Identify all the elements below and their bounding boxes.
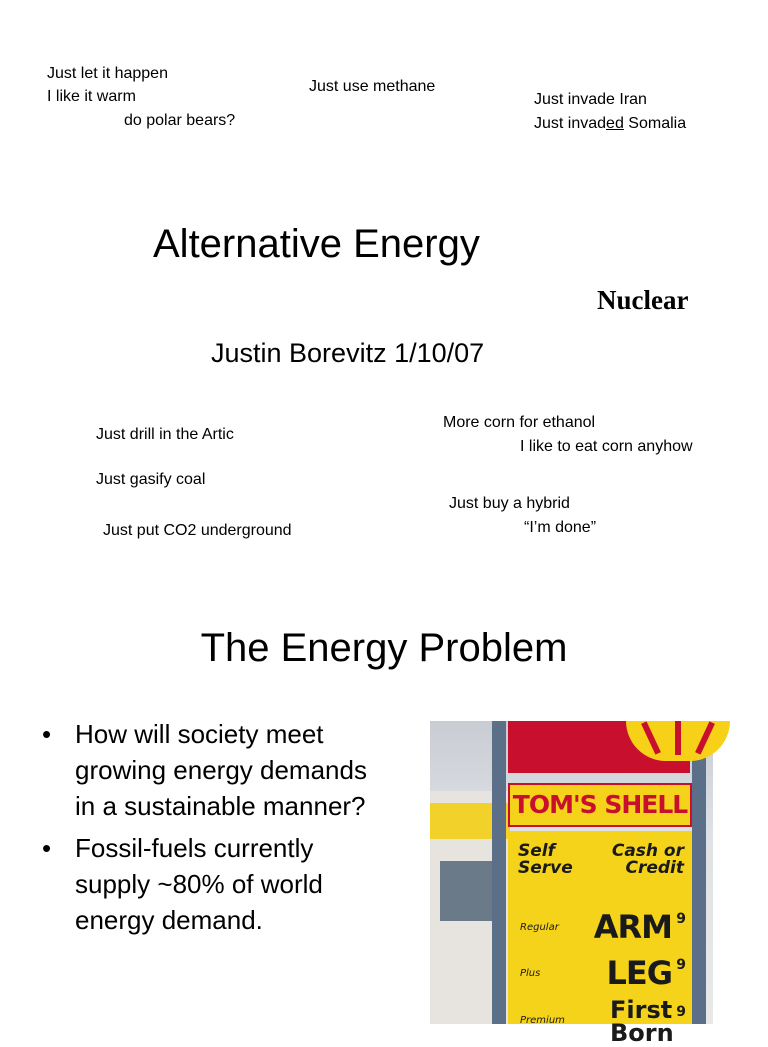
price-premium: First Born xyxy=(610,996,674,1047)
station-window xyxy=(440,861,500,921)
gas-station-sign-photo xyxy=(430,721,713,1047)
grade-regular: Regular xyxy=(520,922,559,933)
note-let-it-happen: Just let it happen xyxy=(47,65,168,82)
note-im-done: “I’m done” xyxy=(524,519,597,536)
slide-energy-problem xyxy=(0,590,768,1047)
bullet-marker: • xyxy=(42,833,52,863)
price-regular-nine: 9 xyxy=(676,911,686,927)
note-invade-iran: Just invade Iran xyxy=(534,91,647,108)
sign-self-serve: Self Serve xyxy=(518,841,573,878)
note-polar-bears: do polar bears? xyxy=(124,112,236,129)
nuclear-label: Nuclear xyxy=(597,285,689,315)
note-buy-hybrid: Just buy a hybrid xyxy=(449,495,570,512)
note-invaded-suffix: Somalia xyxy=(623,115,687,132)
shell-logo-icon xyxy=(626,721,730,761)
bullet-list xyxy=(40,716,390,944)
bullet-item xyxy=(40,830,390,938)
author-line: Justin Borevitz 1/10/07 xyxy=(211,338,485,368)
price-regular: ARM xyxy=(593,908,672,946)
sign-pole-right xyxy=(692,721,706,1024)
bullet-text: Fossil-fuels currently supply ~80% of world energy demand. xyxy=(75,833,323,935)
price-plus-nine: 9 xyxy=(676,957,686,973)
slide1-title: Alternative Energy xyxy=(153,222,480,266)
shell-logo-panel xyxy=(508,721,690,773)
sign-station-name: TOM'S SHELL xyxy=(508,783,692,827)
note-corn-ethanol: More corn for ethanol xyxy=(443,414,596,431)
sign-pole-left xyxy=(492,721,506,1024)
note-eat-corn: I like to eat corn anyhow xyxy=(520,438,693,455)
price-premium-nine: 9 xyxy=(676,1004,686,1020)
price-plus: LEG xyxy=(606,954,672,992)
note-methane: Just use methane xyxy=(309,78,436,95)
grade-plus: Plus xyxy=(520,968,541,979)
bullet-text: How will society meet growing energy demands in a sustainable manner? xyxy=(75,719,367,821)
note-drill-artic: Just drill in the Artic xyxy=(96,426,234,443)
slide2-title: The Energy Problem xyxy=(200,626,568,670)
note-invaded-somalia xyxy=(534,116,686,132)
grade-premium: Premium xyxy=(520,1015,565,1026)
note-like-it-warm: I like it warm xyxy=(47,88,136,105)
note-gasify-coal: Just gasify coal xyxy=(96,471,206,488)
price-board xyxy=(508,831,692,1047)
note-co2-underground: Just put CO2 underground xyxy=(103,522,292,539)
note-invaded-underlined: ed xyxy=(606,115,624,132)
sign-cash-credit: Cash or Credit xyxy=(611,841,684,878)
bullet-item xyxy=(40,716,390,824)
note-invaded-prefix: Just invad xyxy=(534,115,607,132)
bullet-marker: • xyxy=(42,719,52,749)
